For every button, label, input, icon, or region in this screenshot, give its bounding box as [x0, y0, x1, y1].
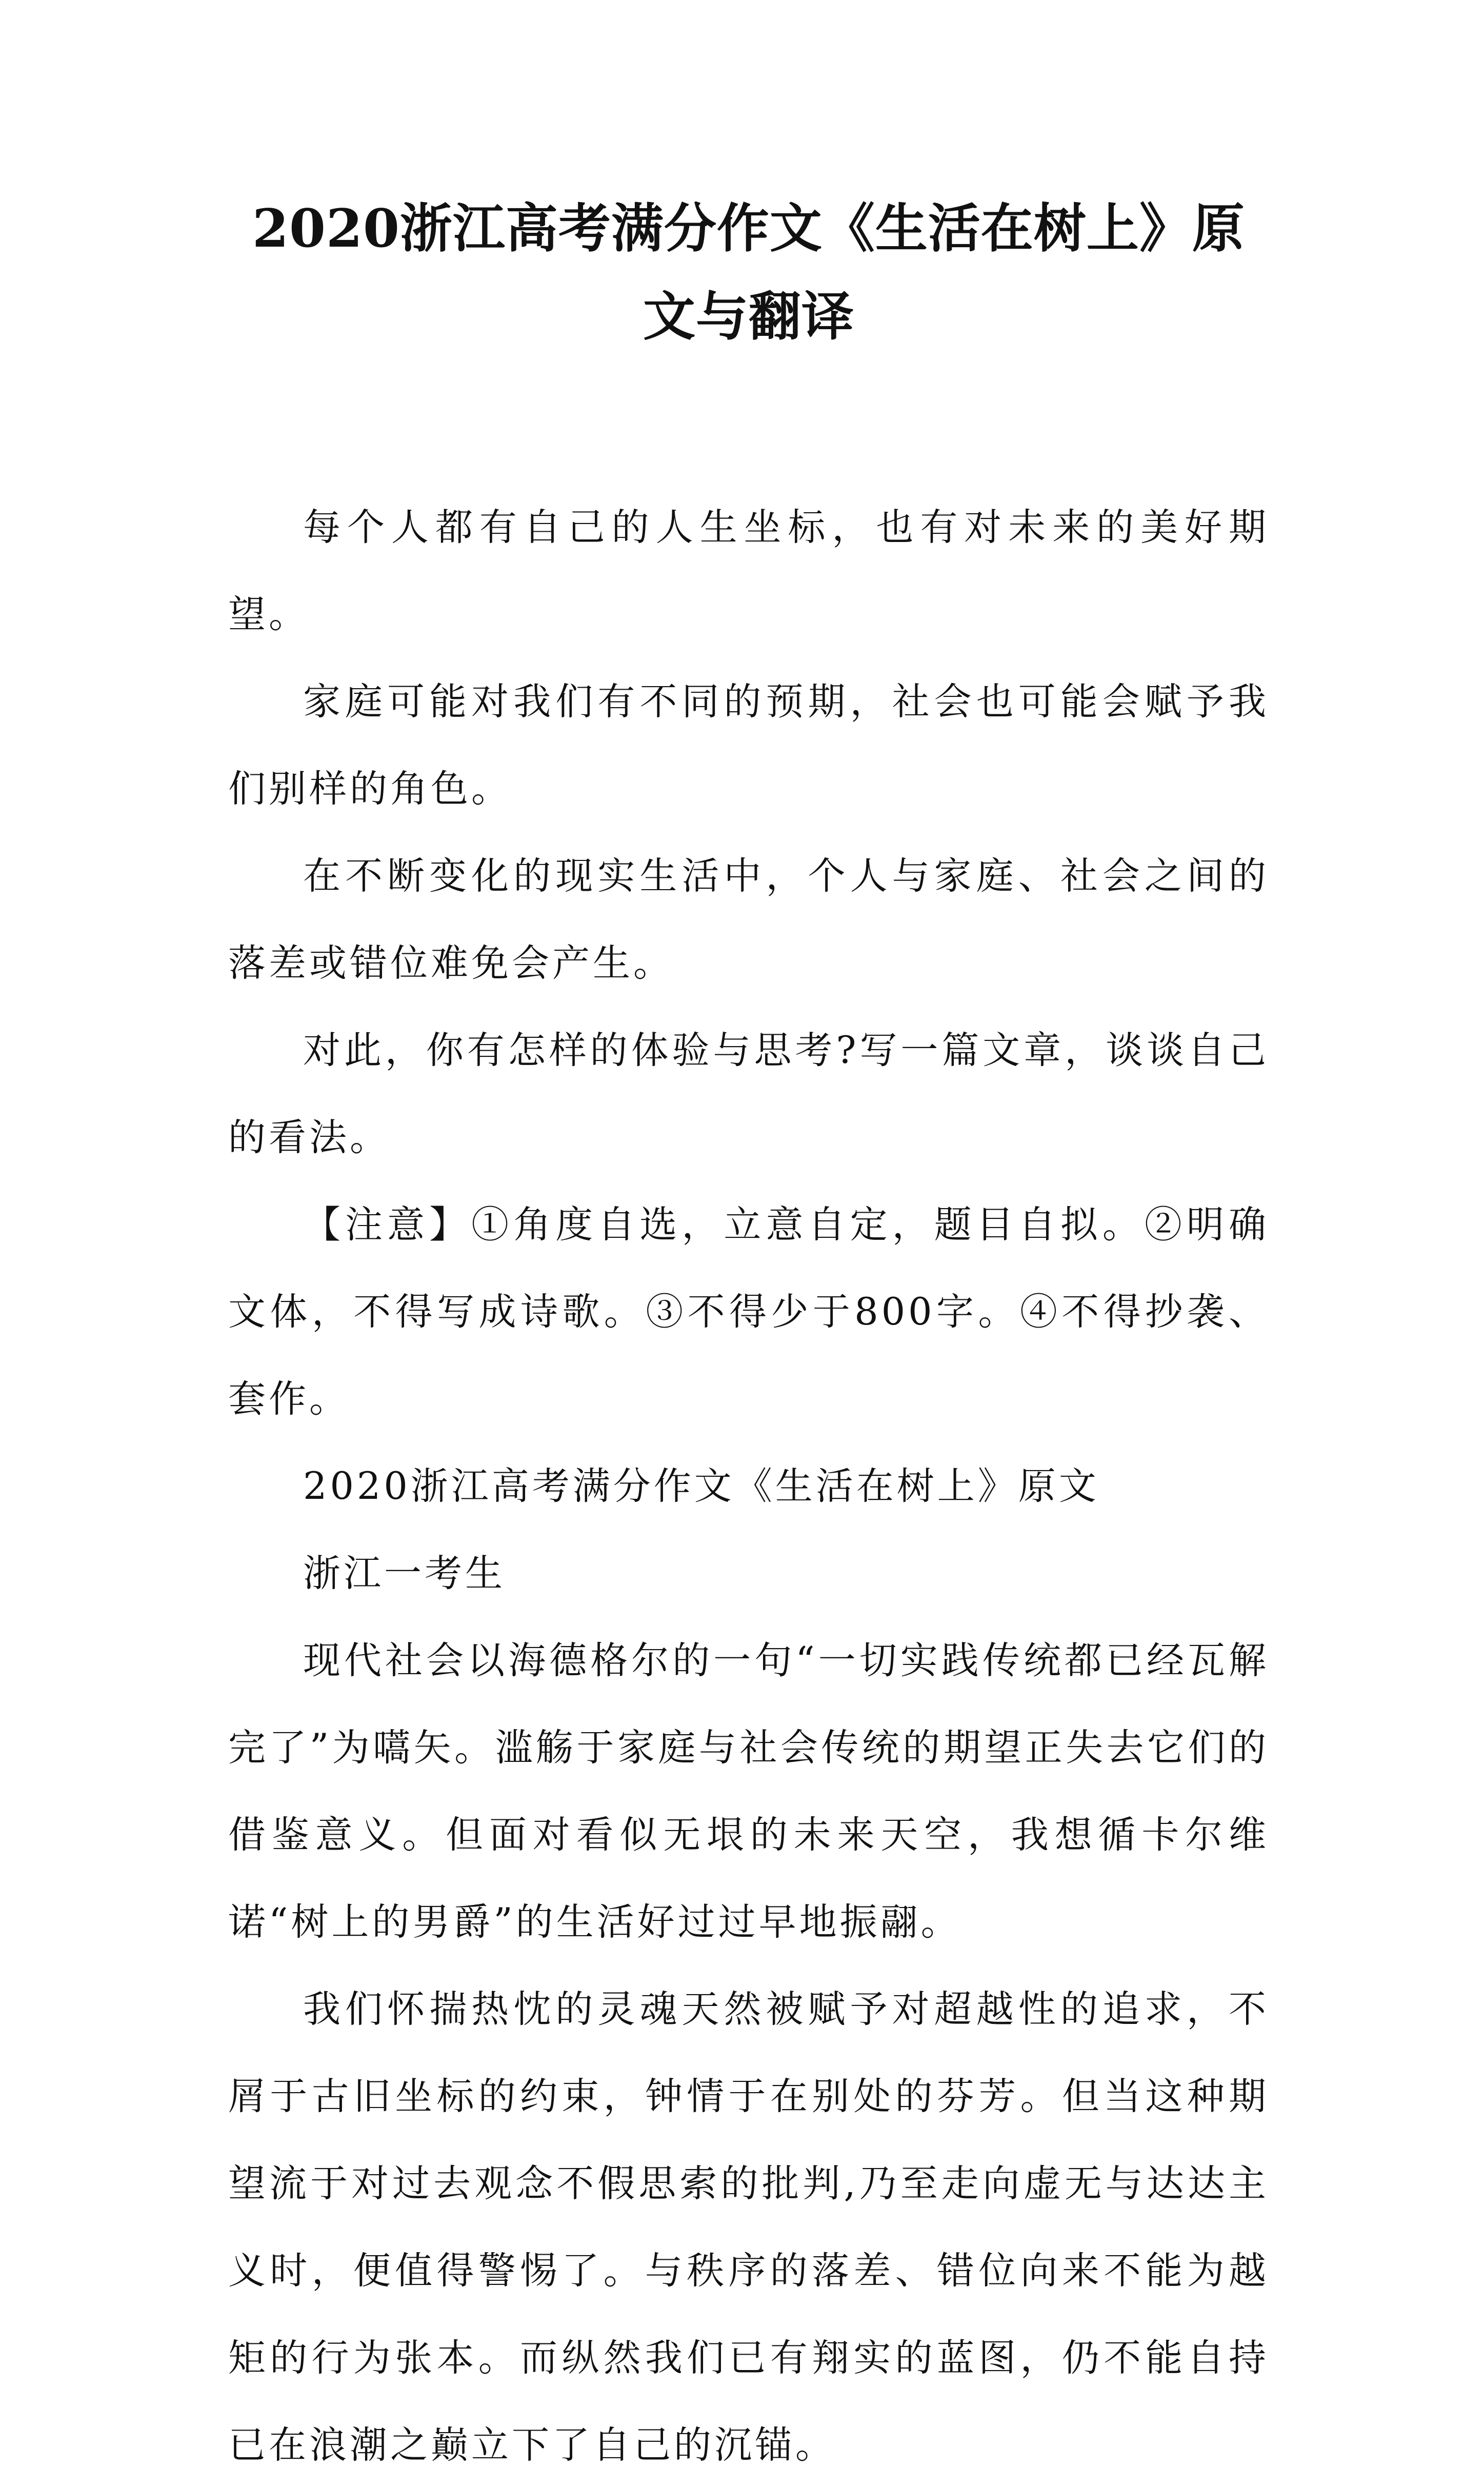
- document-title: 2020浙江高考满分作文《生活在树上》原文与翻译: [252, 198, 1245, 348]
- paragraph-prompt-1: 每个人都有自己的人生坐标，也有对未来的美好期望。: [228, 506, 1269, 636]
- essay-heading: 2020浙江高考满分作文《生活在树上》原文: [303, 1464, 1099, 1508]
- document-page: [228, 185, 1269, 2489]
- paragraph-prompt-3: 在不断变化的现实生活中，个人与家庭、社会之间的落差或错位难免会产生。: [228, 854, 1269, 985]
- paragraph-prompt-2: 家庭可能对我们有不同的预期，社会也可能会赋予我们别样的角色。: [228, 680, 1269, 811]
- essay-paragraph-1: 现代社会以海德格尔的一句“一切实践传统都已经瓦解完了”为嚆矢。滥觞于家庭与社会传统的期望正失去它们的借鉴意义。但面对看似无垠的未来天空，我想循卡尔维诺“树上的男爵”的生活好过过早地振翮。: [228, 1639, 1269, 1944]
- paragraph-prompt-4: 对此，你有怎样的体验与思考?写一篇文章，谈谈自己的看法。: [228, 1029, 1269, 1159]
- paragraph-notice: 【注意】①角度自选，立意自定，题目自拟。②明确文体，不得写成诗歌。③不得少于800字。④不得抄袭、套作。: [228, 1203, 1269, 1421]
- essay-paragraph-2: 我们怀揣热忱的灵魂天然被赋予对超越性的追求，不屑于古旧坐标的约束，钟情于在别处的芬芳。但当这种期望流于对过去观念不假思索的批判,乃至走向虚无与达达主义时，便值得警惕了。与秩序的落差、错位向来不能为越矩的行为张本。而纵然我们已有翔实的蓝图，仍不能自持已在浪潮之巅立下了自己的沉锚。: [228, 1988, 1269, 2467]
- essay-author: 浙江一考生: [303, 1552, 506, 1595]
- document-body: [228, 484, 1269, 2489]
